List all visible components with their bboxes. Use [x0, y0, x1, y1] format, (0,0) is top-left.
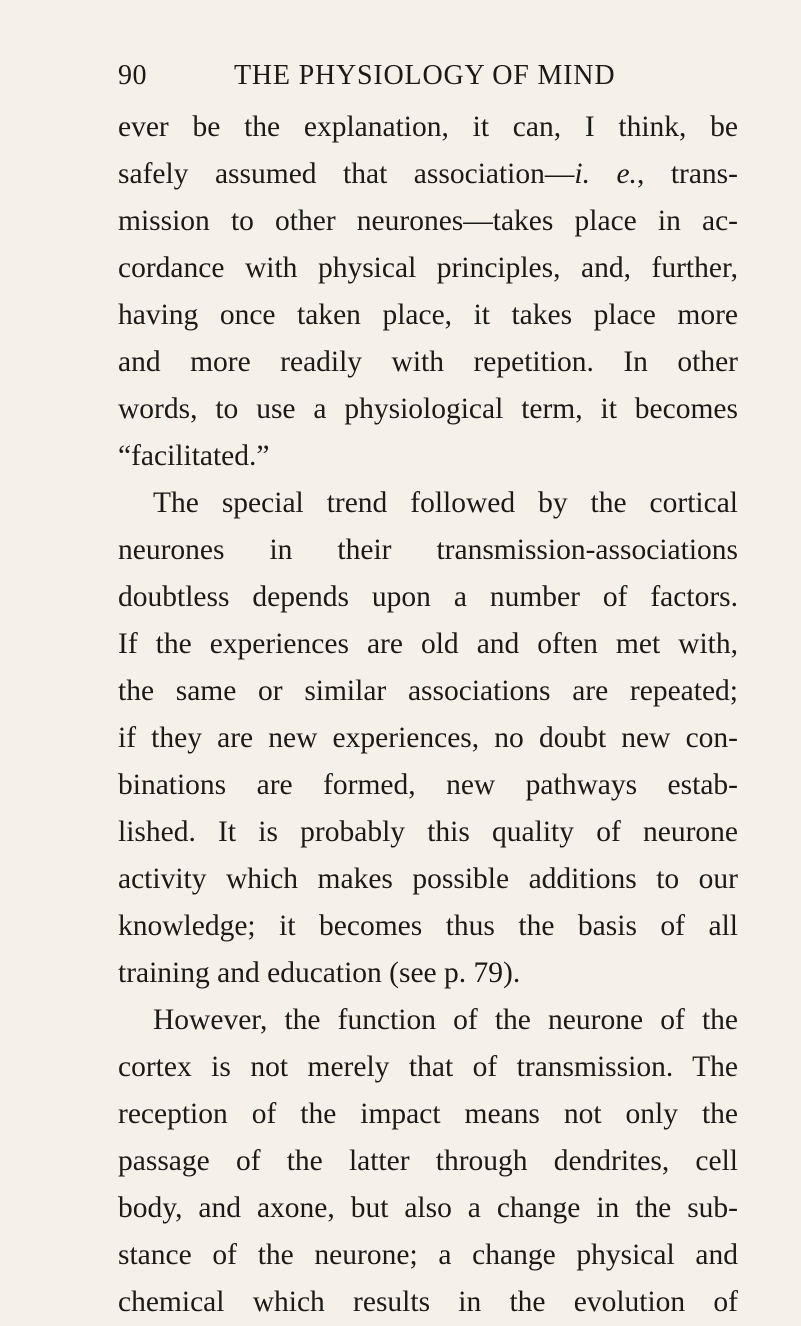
text-line: However, the function of the neurone of the: [153, 1004, 738, 1036]
text-line: and more readily with repetition. In other: [118, 346, 738, 378]
text-line: the same or similar associations are repeated;: [118, 675, 738, 707]
text-line: If the experiences are old and often met with,: [118, 628, 738, 660]
text-line: if they are new experiences, no doubt new con-: [118, 722, 738, 754]
text-line: body, and axone, but also a change in the sub-: [118, 1192, 738, 1224]
running-head: THE PHYSIOLOGY OF MIND: [234, 60, 616, 91]
text-line: stance of the neurone; a change physical and: [118, 1239, 738, 1271]
text-line: activity which makes possible additions to our: [118, 863, 738, 895]
body-text: [118, 104, 738, 1326]
text-line: safely assumed that association—i. e., trans-: [118, 158, 738, 190]
text-line: having once taken place, it takes place more: [118, 299, 738, 331]
text-line: knowledge; it becomes thus the basis of all: [118, 910, 738, 942]
text-line: “facilitated.”: [118, 440, 270, 472]
page-header: [118, 56, 738, 96]
text-line: neurones in their transmission-associations: [118, 534, 738, 566]
text-line: binations are formed, new pathways estab-: [118, 769, 738, 801]
text-line: doubtless depends upon a number of factors.: [118, 581, 738, 613]
page-number: 90: [118, 60, 147, 91]
text-line: lished. It is probably this quality of neurone: [118, 816, 738, 848]
text-line: The special trend followed by the cortical: [153, 487, 738, 519]
text-line: reception of the impact means not only the: [118, 1098, 738, 1130]
text-line: training and education (see p. 79).: [118, 957, 521, 989]
text-line: ever be the explanation, it can, I think, be: [118, 111, 738, 143]
text-line: passage of the latter through dendrites, cell: [118, 1145, 738, 1177]
text-line: mission to other neurones—takes place in ac-: [118, 205, 738, 237]
text-line: words, to use a physiological term, it becomes: [118, 393, 738, 425]
text-line: cortex is not merely that of transmission. The: [118, 1051, 738, 1083]
text-line: chemical which results in the evolution of: [118, 1286, 738, 1318]
text-line: cordance with physical principles, and, further,: [118, 252, 738, 284]
